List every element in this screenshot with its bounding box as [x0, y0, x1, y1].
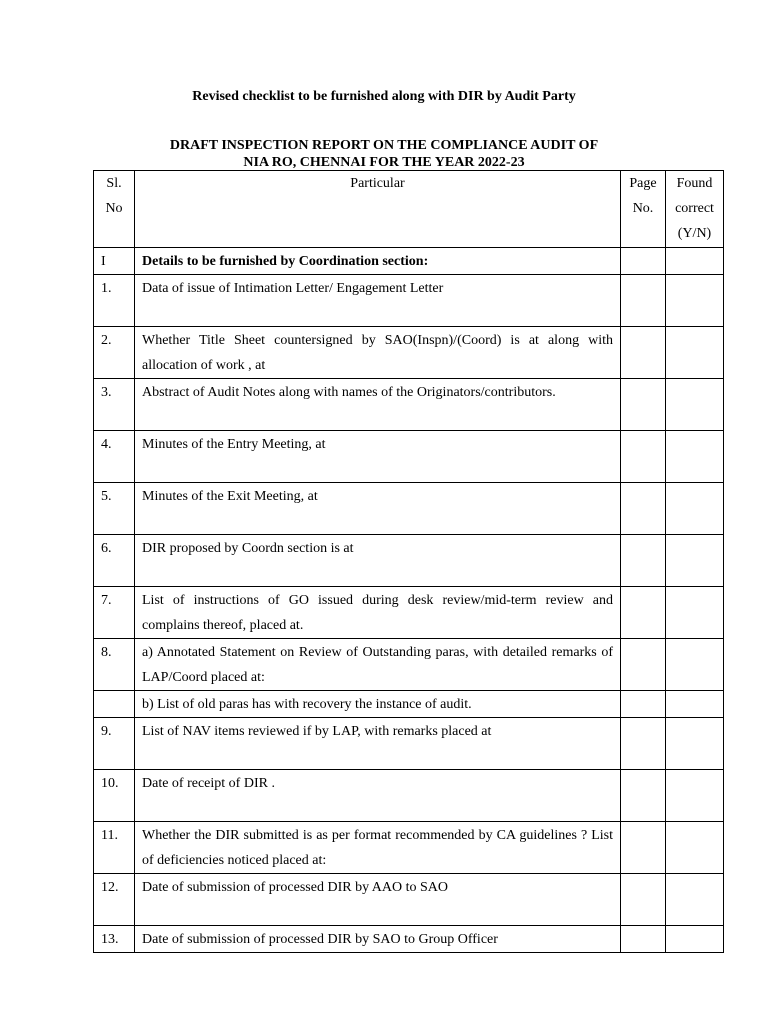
page-no-cell[interactable]	[621, 275, 666, 327]
table-row	[94, 275, 724, 327]
row-number: 4.	[94, 431, 135, 483]
row-number: 9.	[94, 718, 135, 770]
report-title-line-1: DRAFT INSPECTION REPORT ON THE COMPLIANCE AUDIT OF	[169, 138, 599, 153]
page-no-cell[interactable]	[621, 718, 666, 770]
table-row	[94, 770, 724, 822]
row-particular: Minutes of the Exit Meeting, at	[135, 483, 621, 535]
table-row	[94, 718, 724, 770]
found-correct-cell[interactable]	[666, 822, 724, 874]
header-page-no-line-2: No.	[632, 201, 654, 216]
row-particular: Date of submission of processed DIR by SAO to Group Officer	[135, 926, 621, 953]
found-correct-cell[interactable]	[666, 431, 724, 483]
found-correct-cell[interactable]	[666, 639, 724, 691]
found-correct-cell[interactable]	[666, 327, 724, 379]
found-correct-cell[interactable]	[666, 483, 724, 535]
row-particular: b) List of old paras has with recovery the instance of audit.	[135, 691, 621, 718]
row-particular: a) Annotated Statement on Review of Outstanding paras, with detailed remarks of LAP/Coord placed at:	[135, 639, 621, 691]
checklist-table	[93, 170, 724, 953]
found-correct-cell[interactable]	[666, 248, 724, 275]
header-found-correct-line-2: correct	[675, 201, 714, 216]
row-particular: Minutes of the Entry Meeting, at	[135, 431, 621, 483]
header-found-correct-line-3: (Y/N)	[677, 226, 712, 241]
found-correct-cell[interactable]	[666, 718, 724, 770]
table-header-row	[94, 171, 724, 248]
page-no-cell[interactable]	[621, 874, 666, 926]
row-number: 1.	[94, 275, 135, 327]
table-row	[94, 822, 724, 874]
found-correct-cell[interactable]	[666, 874, 724, 926]
row-particular: Abstract of Audit Notes along with names of the Originators/contributors.	[135, 379, 621, 431]
row-number: 7.	[94, 587, 135, 639]
page-no-cell[interactable]	[621, 587, 666, 639]
page-no-cell[interactable]	[621, 431, 666, 483]
row-number: 11.	[94, 822, 135, 874]
row-particular: Whether the DIR submitted is as per format recommended by CA guidelines ? List of deficiencies noticed placed at:	[135, 822, 621, 874]
row-number	[94, 691, 135, 718]
row-number: 3.	[94, 379, 135, 431]
page-no-cell[interactable]	[621, 691, 666, 718]
row-particular: Date of receipt of DIR .	[135, 770, 621, 822]
header-page-no	[621, 171, 666, 248]
table-row	[94, 587, 724, 639]
row-particular: List of instructions of GO issued during desk review/mid-term review and complains thereof, placed at.	[135, 587, 621, 639]
found-correct-cell[interactable]	[666, 535, 724, 587]
table-row	[94, 639, 724, 691]
header-sl-no	[94, 171, 135, 248]
table-row	[94, 691, 724, 718]
row-number: 6.	[94, 535, 135, 587]
report-title-line-2: NIA RO, CHENNAI FOR THE YEAR 2022-23	[243, 155, 525, 170]
page-no-cell[interactable]	[621, 248, 666, 275]
table-row	[94, 248, 724, 275]
page-no-cell[interactable]	[621, 822, 666, 874]
found-correct-cell[interactable]	[666, 926, 724, 953]
header-particular: Particular	[135, 171, 621, 248]
row-particular: List of NAV items reviewed if by LAP, with remarks placed at	[135, 718, 621, 770]
checklist-title: Revised checklist to be furnished along with DIR by Audit Party	[192, 89, 576, 104]
found-correct-cell[interactable]	[666, 691, 724, 718]
page-no-cell[interactable]	[621, 926, 666, 953]
page-no-cell[interactable]	[621, 483, 666, 535]
page-no-cell[interactable]	[621, 770, 666, 822]
row-particular: DIR proposed by Coordn section is at	[135, 535, 621, 587]
page-no-cell[interactable]	[621, 639, 666, 691]
page-no-cell[interactable]	[621, 535, 666, 587]
table-row	[94, 431, 724, 483]
found-correct-cell[interactable]	[666, 379, 724, 431]
row-particular: Data of issue of Intimation Letter/ Engagement Letter	[135, 275, 621, 327]
row-particular: Whether Title Sheet countersigned by SAO(Inspn)/(Coord) is at along with allocation of work , at	[135, 327, 621, 379]
header-page-no-line-1: Page	[629, 176, 657, 191]
found-correct-cell[interactable]	[666, 770, 724, 822]
table-row	[94, 379, 724, 431]
table-row	[94, 874, 724, 926]
page-no-cell[interactable]	[621, 379, 666, 431]
row-number: 13.	[94, 926, 135, 953]
row-number: 8.	[94, 639, 135, 691]
row-number: 2.	[94, 327, 135, 379]
page-no-cell[interactable]	[621, 327, 666, 379]
table-row	[94, 535, 724, 587]
table-row	[94, 327, 724, 379]
found-correct-cell[interactable]	[666, 587, 724, 639]
table-row	[94, 483, 724, 535]
table-row	[94, 926, 724, 953]
header-found-correct-line-1: Found	[676, 176, 713, 191]
row-number: 5.	[94, 483, 135, 535]
row-number: 12.	[94, 874, 135, 926]
header-found-correct	[666, 171, 724, 248]
row-particular: Date of submission of processed DIR by AAO to SAO	[135, 874, 621, 926]
row-particular: Details to be furnished by Coordination section:	[135, 248, 621, 275]
header-sl-no-line-2: No	[105, 201, 123, 216]
row-number: 10.	[94, 770, 135, 822]
row-number: I	[94, 248, 135, 275]
header-sl-no-line-1: Sl.	[106, 176, 122, 191]
found-correct-cell[interactable]	[666, 275, 724, 327]
